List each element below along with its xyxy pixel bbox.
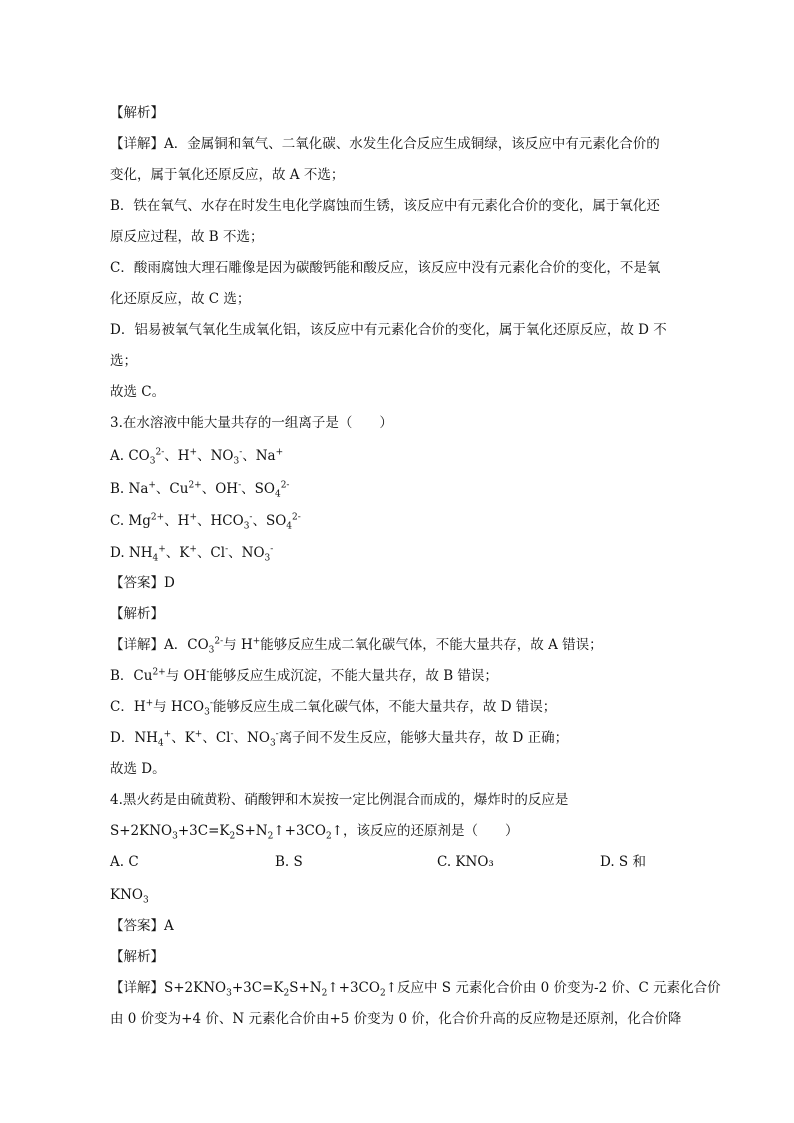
text-line: D．$NH_4^+$、K+、Cl-、$NO_3^-$离子间不发生反应，能够大量共存，故 D 正确； bbox=[110, 729, 569, 749]
text-line: $KNO_3$ bbox=[110, 887, 149, 906]
text-line: C．H+与 $HCO_3^-$能够反应生成二氧化碳气体，不能大量共存，故 D 错误； bbox=[110, 698, 557, 718]
text-line: 【详解】$S+2KNO_3+3C=K_2S+N_2↑+3CO_2↑$反应中 S 元素化合价由 0 价变为-2 价、C 元素化合价 bbox=[110, 980, 721, 999]
text-line: B．铁在氧气、水存在时发生电化学腐蚀而生锈，该反应中有元素化合价的变化，属于氧化还 bbox=[110, 198, 660, 214]
text-line: 3.在水溶液中能大量共存的一组离子是（ ） bbox=[110, 415, 393, 431]
option-c: C. KNO₃ bbox=[437, 854, 494, 870]
text-line: A. $CO_3^{2-}$、H+、$NO_3^-$、Na+ bbox=[110, 447, 284, 467]
text-line: 由 0 价变为+4 价、N 元素化合价由+5 价变为 0 价，化合价升高的反应物是还原剂，化合价降 bbox=[110, 1011, 682, 1027]
text-line: 【答案】A bbox=[110, 918, 174, 934]
text-line: 【解析】 bbox=[110, 105, 164, 121]
option-b: B. S bbox=[275, 854, 303, 870]
text-line: 4.黑火药是由硫黄粉、硝酸钾和木炭按一定比例混合而成的，爆炸时的反应是 bbox=[110, 792, 569, 808]
text-line: B. Na+、$Cu^{2+}$、OH-、$SO_4^{2-}$ bbox=[110, 480, 290, 500]
text-line: 化还原反应，故 C 选； bbox=[110, 291, 251, 307]
text-line: 【详解】A．$CO_3^{2-}$与 H+能够反应生成二氧化碳气体，不能大量共存，故 A 错误； bbox=[110, 636, 603, 656]
text-line: C. $Mg^{2+}$、H+、$HCO_3^-$、$SO_4^{2-}$ bbox=[110, 512, 301, 532]
text-line: B．$Cu^{2+}$与 OH-能够反应生成沉淀，不能大量共存，故 B 错误； bbox=[110, 667, 498, 684]
text-line: $S+2KNO_3+3C=K_2S+N_2↑+3CO_2↑$，该反应的还原剂是（ ） bbox=[110, 823, 519, 842]
text-line: D. $NH_4^+$、K+、Cl-、$NO_3^-$ bbox=[110, 544, 274, 564]
text-line: 故选 D。 bbox=[110, 761, 166, 777]
text-line: 【详解】A．金属铜和氧气、二氧化碳、水发生化合反应生成铜绿，该反应中有元素化合价的 bbox=[110, 136, 660, 152]
text-line: C．酸雨腐蚀大理石雕像是因为碳酸钙能和酸反应，该反应中没有元素化合价的变化，不是氧 bbox=[110, 260, 661, 276]
text-line: D．铝易被氧气氧化生成氧化铝，该反应中有元素化合价的变化，属于氧化还原反应，故 D 不 bbox=[110, 322, 667, 338]
text-line: 选； bbox=[110, 353, 137, 369]
text-line: 【解析】 bbox=[110, 606, 164, 622]
text-line: 故选 C。 bbox=[110, 384, 166, 400]
text-line: 变化，属于氧化还原反应，故 A 不选； bbox=[110, 167, 345, 183]
text-line: 【解析】 bbox=[110, 949, 164, 965]
text-line: 原反应过程，故 B 不选； bbox=[110, 229, 264, 245]
option-d: D. S 和 bbox=[600, 854, 646, 870]
text-line: 【答案】D bbox=[110, 575, 175, 591]
option-a: A. C bbox=[110, 854, 139, 870]
